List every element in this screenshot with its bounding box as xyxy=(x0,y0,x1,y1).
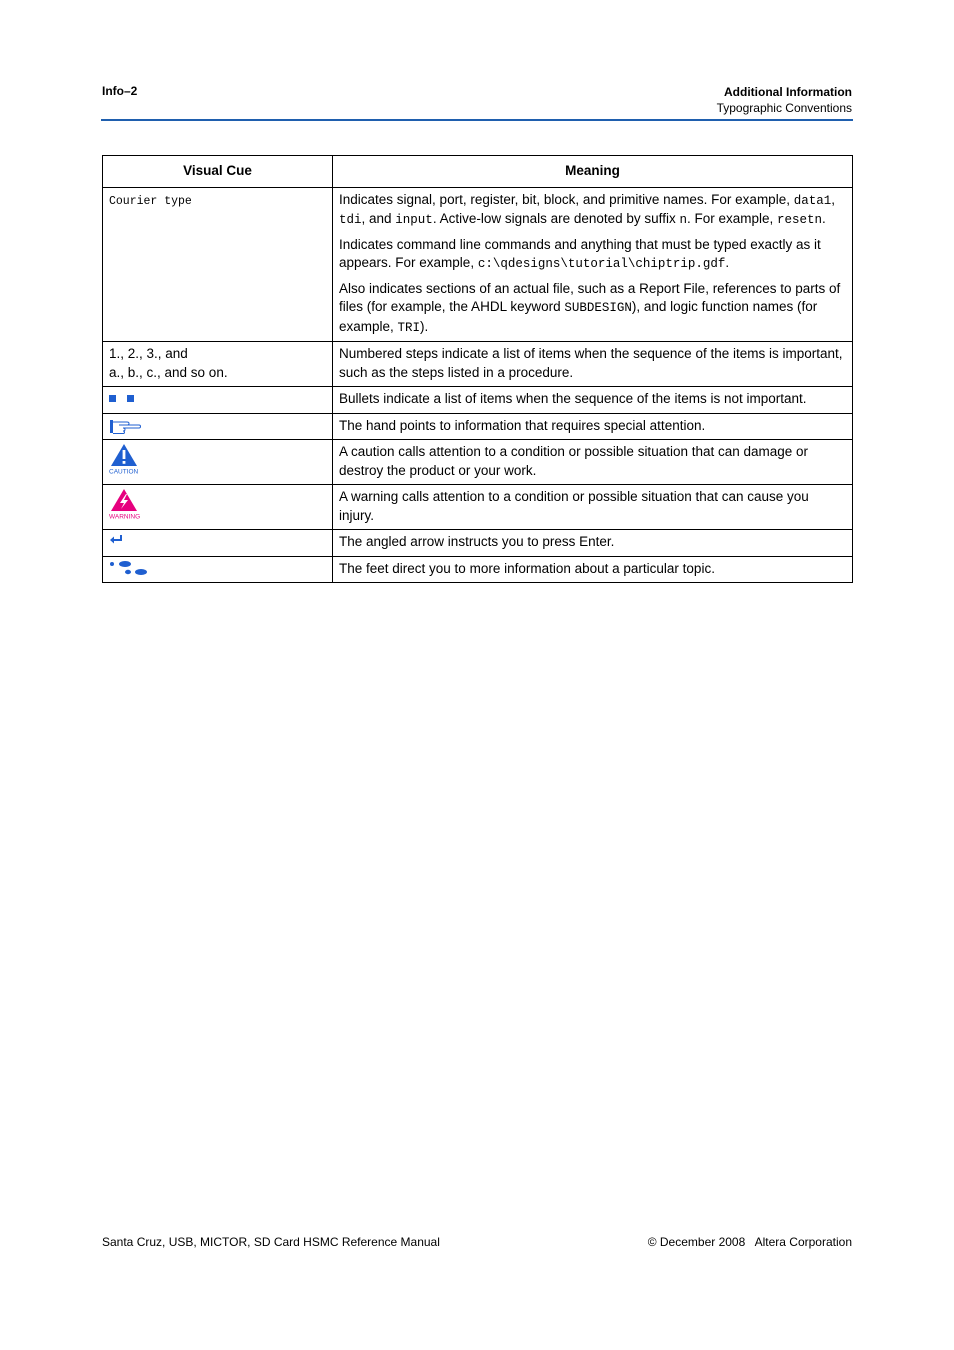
cue-cell xyxy=(103,187,333,342)
meaning-cell: Numbered steps indicate a list of items when the sequence of the items is important, such as the steps listed in a procedure. xyxy=(333,342,853,387)
meaning-cell: Bullets indicate a list of items when the sequence of the items is not important. xyxy=(333,387,853,414)
cue-cell xyxy=(103,530,333,557)
feet-icon xyxy=(109,560,149,576)
section-title: Additional Information xyxy=(724,85,852,99)
meaning-cell: The hand points to information that requires special attention. xyxy=(333,413,853,440)
table-row xyxy=(103,556,853,583)
meaning-paragraph: Indicates signal, port, register, bit, block, and primitive names. For example, data1, tdi, and input. Active-low signals are denoted by suffix n. For example, resetn. xyxy=(339,191,835,227)
meaning-cell: The feet direct you to more information about a particular topic. xyxy=(333,556,853,583)
table-row xyxy=(103,342,853,387)
warning-triangle-icon xyxy=(109,488,147,520)
meaning-cell: The angled arrow instructs you to press Enter. xyxy=(333,530,853,557)
numbered-steps-cue: 1., 2., 3., and xyxy=(109,346,188,361)
enter-arrow-icon xyxy=(109,533,125,547)
pointing-hand-icon xyxy=(109,417,141,435)
running-header xyxy=(717,84,852,116)
table-row xyxy=(103,530,853,557)
typographic-conventions-table xyxy=(102,155,853,583)
cue-cell xyxy=(103,413,333,440)
blue-square-bullets-icon xyxy=(109,390,326,402)
subsection-title: Typographic Conventions xyxy=(716,101,852,115)
svg-text:WARNING: WARNING xyxy=(109,513,141,520)
table-row xyxy=(103,187,853,342)
table-header-row xyxy=(103,156,853,188)
visual-cue-header: Visual Cue xyxy=(103,156,333,188)
cue-cell xyxy=(103,485,333,530)
meaning-paragraph: Also indicates sections of an actual file, such as a Report File, references to parts of files (for example, the AHDL keyword SUBDESIGN), and logic function names (for example, TRI). xyxy=(339,280,841,335)
table-row xyxy=(103,413,853,440)
svg-text:CAUTION: CAUTION xyxy=(109,468,139,475)
cue-cell xyxy=(103,440,333,485)
header-rule xyxy=(101,119,853,121)
meaning-header: Meaning xyxy=(333,156,853,188)
footer-manual-title: Santa Cruz, USB, MICTOR, SD Card HSMC Reference Manual xyxy=(102,1235,440,1249)
caution-triangle-icon xyxy=(109,443,143,475)
courier-type-sample: Courier type xyxy=(109,194,192,208)
cue-cell xyxy=(103,556,333,583)
page-label: Info–2 xyxy=(102,84,138,98)
table-row xyxy=(103,440,853,485)
table-row xyxy=(103,387,853,414)
footer-copyright: © December 2008 Altera Corporation xyxy=(647,1235,852,1249)
meaning-cell: A warning calls attention to a condition or possible situation that can cause you injury. xyxy=(333,485,853,530)
cue-cell xyxy=(103,342,333,387)
meaning-cell xyxy=(333,187,853,342)
cue-cell xyxy=(103,387,333,414)
meaning-cell: A caution calls attention to a condition or possible situation that can damage or destroy the product or your work. xyxy=(333,440,853,485)
table-row xyxy=(103,485,853,530)
lettered-steps-cue: a., b., c., and so on. xyxy=(109,364,228,380)
meaning-paragraph: Indicates command line commands and anything that must be typed exactly as it appears. For example, c:\qdesigns\tutorial\chiptrip.gdf. xyxy=(339,236,821,271)
